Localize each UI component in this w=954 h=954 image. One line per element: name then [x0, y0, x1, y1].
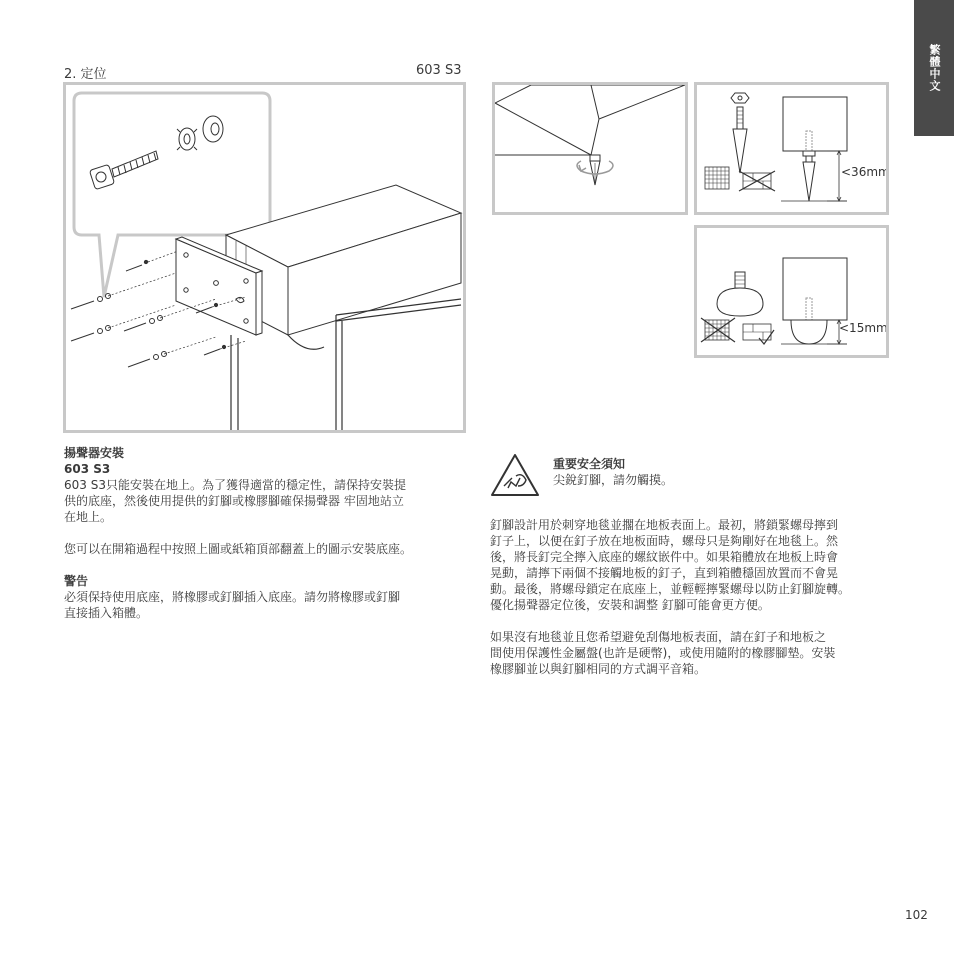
rubber-foot-drawing: [697, 228, 886, 355]
unboxing-paragraph: 您可以在開箱過程中按照上圖或紙箱頂部翻蓋上的圖示安裝底座。: [64, 542, 413, 556]
foot-height-label: <15mm: [839, 321, 886, 335]
warning-line-2: 直接插入箱體。: [64, 606, 149, 620]
spike-rotation-illustration: [492, 82, 688, 215]
section-subheading: 603 S3: [64, 462, 111, 476]
floor-line-2: 間使用保護性金屬盤(也許是硬幣)，或使用隨附的橡膠腳墊。安裝: [490, 646, 836, 660]
spike-line-6: 優化揚聲器定位後，安裝和調整 釘腳可能會更方便。: [490, 598, 770, 612]
screw-row-2: [71, 326, 111, 342]
screw-row-4: [128, 352, 167, 368]
height-dimension: [781, 151, 847, 201]
safety-notice: [553, 456, 883, 488]
sharp-spike-warning-icon: [490, 452, 540, 498]
flat-washer-icon: [203, 116, 223, 142]
language-tab-label: 繁體中文: [928, 44, 941, 92]
installation-line-2: 供的底座，然後使用提供的釘腳或橡膠腳確保揚聲器 牢固地站立: [64, 494, 404, 508]
right-text-column: [490, 517, 890, 677]
warning-heading: 警告: [64, 574, 89, 588]
installation-line-1: 603 S3只能安裝在地上。為了獲得適當的穩定性，請保持安裝提: [64, 478, 406, 492]
left-text-column: [64, 445, 464, 621]
spike-height-label: <36mm: [841, 165, 886, 179]
figure-step-label: 2. 定位: [64, 67, 107, 82]
spike-line-2: 釘子上，以便在釘子放在地板面時，螺母只是夠剛好在地毯上。然: [490, 534, 839, 548]
hard-floor-icon: [743, 324, 774, 344]
warning-line-1: 必須保持使用底座，將橡膠或釘腳插入底座。請勿將橡膠或釘腳: [64, 590, 401, 604]
cabinet-base: [783, 97, 847, 151]
cabinet-base: [783, 258, 847, 320]
spike-height-illustration: [694, 82, 889, 215]
floor-line-1: 如果沒有地毯並且您希望避免刮傷地板表面，請在釘子和地板之: [490, 630, 827, 644]
assembly-drawing: [66, 85, 463, 430]
spike-height-drawing: [697, 85, 886, 212]
spike-icon: [590, 155, 600, 185]
rubber-foot-icon: [717, 272, 763, 316]
section-heading: 揚聲器安裝: [64, 446, 125, 460]
spike-line-1: 釘腳設計用於刺穿地毯並擱在地板表面上。最初，將鎖緊螺母擰到: [490, 518, 839, 532]
spike-line-4: 晃動，請擰下兩個不接觸地板的釘子，直到箱體穩固放置而不會晃: [490, 566, 839, 580]
hard-floor-crossed-icon: [739, 171, 775, 191]
page-number: 102: [905, 908, 928, 922]
carpet-icon: [705, 167, 729, 189]
spike-with-nut-icon: [731, 93, 749, 173]
screw-row-3: [124, 316, 163, 332]
rubber-foot-mounted-icon: [791, 320, 827, 344]
carpet-crossed-icon: [701, 318, 735, 342]
safety-heading: 重要安全須知: [553, 457, 626, 471]
language-tab: [914, 0, 954, 136]
spike-line-5: 動。最後，將螺母鎖定在底座上，並輕輕擰緊螺母以防止釘腳旋轉。: [490, 582, 851, 596]
spike-line-3: 後，將長釘完全擰入底座的螺紋嵌件中。如果箱體放在地板上時會: [490, 550, 839, 564]
rubber-foot-illustration: [694, 225, 889, 358]
assembly-illustration: [63, 82, 466, 433]
figure-model-label: 603 S3: [416, 63, 462, 78]
installation-line-3: 在地上。: [64, 510, 113, 524]
spike-rotation-drawing: [495, 85, 685, 212]
safety-body: 尖銳釘腳，請勿觸摸。: [553, 473, 674, 487]
floor-line-3: 橡膠腳並以與釘腳相同的方式調平音箱。: [490, 662, 707, 676]
